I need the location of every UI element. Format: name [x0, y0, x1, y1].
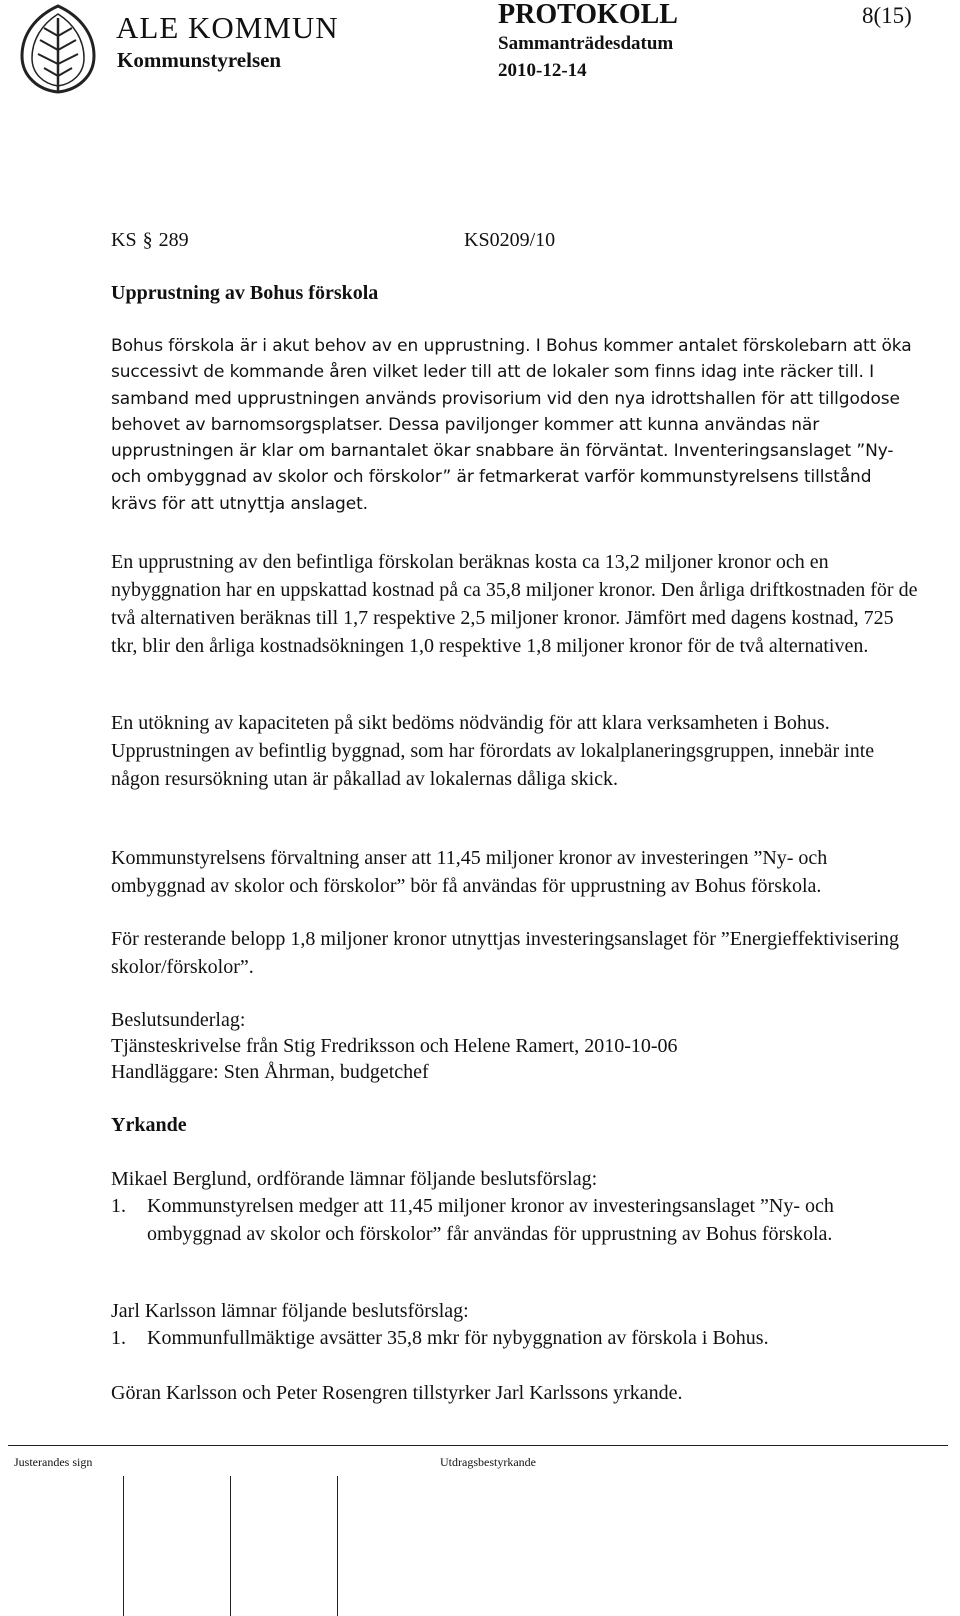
document-type: PROTOKOLL [498, 0, 678, 30]
list-number: 1. [111, 1195, 126, 1217]
proposal-list-2 [111, 1324, 921, 1352]
section-title: Upprustning av Bohus förskola [111, 282, 379, 304]
case-number: KS0209/10 [464, 229, 556, 251]
proposer-1: Mikael Berglund, ordförande lämnar följande beslutsförslag: [111, 1168, 598, 1190]
footer-divider [8, 1445, 948, 1446]
signature-box-divider [123, 1476, 124, 1616]
certification-label: Utdragsbestyrkande [440, 1455, 536, 1469]
organization-unit: Kommunstyrelsen [117, 48, 282, 72]
ref-number: 289 [158, 229, 189, 251]
endorsement: Göran Karlsson och Peter Rosengren tillstyrker Jarl Karlssons yrkande. [111, 1382, 683, 1404]
capacity-paragraph: En utökning av kapaciteten på sikt bedöms nödvändig för att klara verksamheten i Bohus. Upprustningen av befintlig byggnad, som har förordats av lokalplaneringsgruppen, innebär inte någon resursökning utan är påkallad av lokalernas dåliga skick. [111, 712, 875, 790]
remaining-amount-paragraph: För resterande belopp 1,8 miljoner kronor utnyttjas investeringsanslaget för ”Energieffektivisering skolor/förskolor”. [111, 928, 899, 978]
intro-paragraph: Bohus förskola är i akut behov av en upprustning. I Bohus kommer antalet förskolebarn att öka successivt de kommande åren vilket leder till att de lokaler som finns idag inte räcker till. I samband med upprustningen används provisorium vid den nya idrottshallen för att tillgodose behovet av barnomsorgsplatser. Dessa paviljonger kommer att kunna användas när upprustningen är klar om barnantalet ökar snabbare än förväntat. Inventeringsanslaget ”Ny- och ombyggnad av skolor och förskolor” är fetmarkerat varför kommunstyrelsens tillstånd krävs för att utnyttja anslaget. [111, 336, 912, 514]
list-text: Kommunfullmäktige avsätter 35,8 mkr för nybyggnation av förskola i Bohus. [147, 1327, 769, 1349]
signature-box-divider [230, 1476, 231, 1616]
meeting-date-value: 2010-12-14 [498, 60, 587, 81]
municipality-logo [8, 2, 108, 96]
basis-document: Tjänsteskrivelse från Stig Fredriksson och Helene Ramert, 2010-10-06 [111, 1035, 678, 1057]
tree-crest-icon [8, 2, 108, 96]
page-number: 8(15) [862, 3, 912, 28]
list-number: 1. [111, 1327, 126, 1349]
yrkande-heading: Yrkande [111, 1114, 187, 1136]
basis-label: Beslutsunderlag: [111, 1009, 246, 1031]
list-text: Kommunstyrelsen medger att 11,45 miljoner kronor av investeringsanslaget ”Ny- och ombyggnad av skolor och förskolor” får användas för upprustning av Bohus förskola. [147, 1195, 834, 1245]
proposer-2: Jarl Karlsson lämnar följande beslutsförslag: [111, 1300, 469, 1322]
cost-paragraph: En upprustning av den befintliga förskolan beräknas kosta ca 13,2 miljoner kronor och en nybyggnation har en uppskattad kostnad på ca 35,8 miljoner kronor. Den årliga driftkostnaden för de två alternativen beräknas till 1,7 respektive 2,5 miljoner kronor. Jämfört med dagens kostnad, 725 tkr, blir den årliga kostnadsökningen 1,0 respektive 1,8 miljoner kronor för de två alternativen. [111, 551, 918, 657]
ref-prefix: KS [111, 229, 137, 251]
proposal-list-1 [111, 1192, 921, 1248]
section-reference [111, 230, 189, 250]
meeting-date-label: Sammanträdesdatum [498, 33, 674, 54]
list-item [111, 1324, 921, 1352]
list-item [111, 1192, 921, 1248]
administration-paragraph: Kommunstyrelsens förvaltning anser att 11,45 miljoner kronor av investeringen ”Ny- och ombyggnad av skolor och förskolor” bör få användas för upprustning av Bohus förskola. [111, 847, 828, 897]
paragraph-mark: § [142, 229, 153, 251]
organization-name: ALE KOMMUN [116, 10, 339, 45]
signature-box-divider [337, 1476, 338, 1616]
signature-label: Justerandes sign [14, 1455, 93, 1469]
basis-handler: Handläggare: Sten Åhrman, budgetchef [111, 1061, 429, 1083]
